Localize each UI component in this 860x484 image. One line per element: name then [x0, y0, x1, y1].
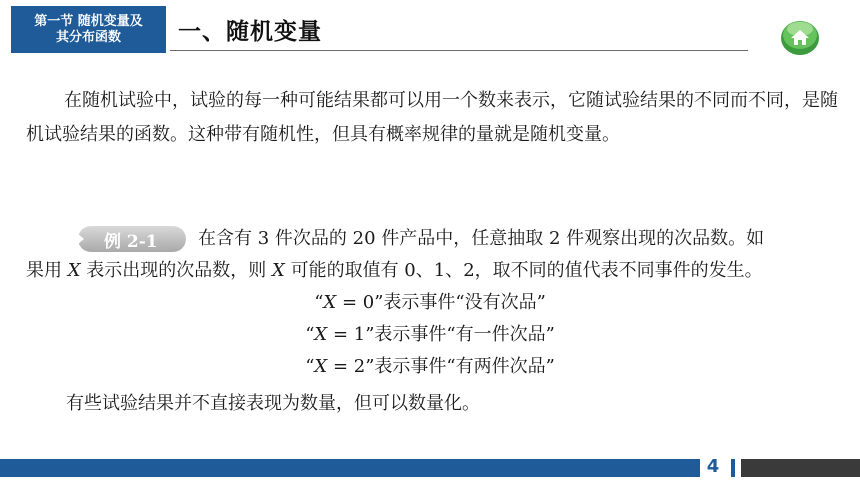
- page-title: 一、随机变量: [178, 19, 322, 45]
- example-text-line1: 在含有 3 件次品的 20 件产品中，任意抽取 2 件观察出现的次品数。如: [198, 228, 765, 249]
- example-label: 例 2-1: [104, 232, 158, 252]
- example-badge: [70, 224, 186, 254]
- case-line: “X = 1”表示事件“有一件次品”: [305, 324, 555, 345]
- page-number: 4: [706, 456, 720, 477]
- section-tag-line1: 第一节 随机变量及: [34, 13, 143, 29]
- intro-paragraph: 在随机试验中，试验的每一种可能结果都可以用一个数来表示，它随试验结果的不同而不同，是随机试验结果的函数。这种带有随机性，但具有概率规律的量就是随机变量。: [26, 90, 838, 145]
- section-tag-line2: 其分布函数: [55, 29, 121, 45]
- closing-line: 有些试验结果并不直接表现为数量，但可以数量化。: [66, 393, 480, 414]
- case-line: “X = 0”表示事件“没有次品”: [314, 292, 546, 313]
- title-divider: [170, 50, 748, 51]
- chevron-right-icon: [70, 227, 84, 251]
- home-button[interactable]: [779, 18, 821, 56]
- footer-bar: [0, 459, 700, 477]
- example-text-line2: 果用 X 表示出现的次品数，则 X 可能的取值有 0、1、2，取不同的值代表不同事件的发生。: [26, 260, 763, 281]
- footer-divider: [731, 459, 735, 477]
- home-icon: [779, 18, 821, 56]
- case-line: “X = 2”表示事件“有两件次品”: [305, 356, 555, 377]
- footer-block: [741, 459, 860, 477]
- section-tag: [11, 6, 166, 53]
